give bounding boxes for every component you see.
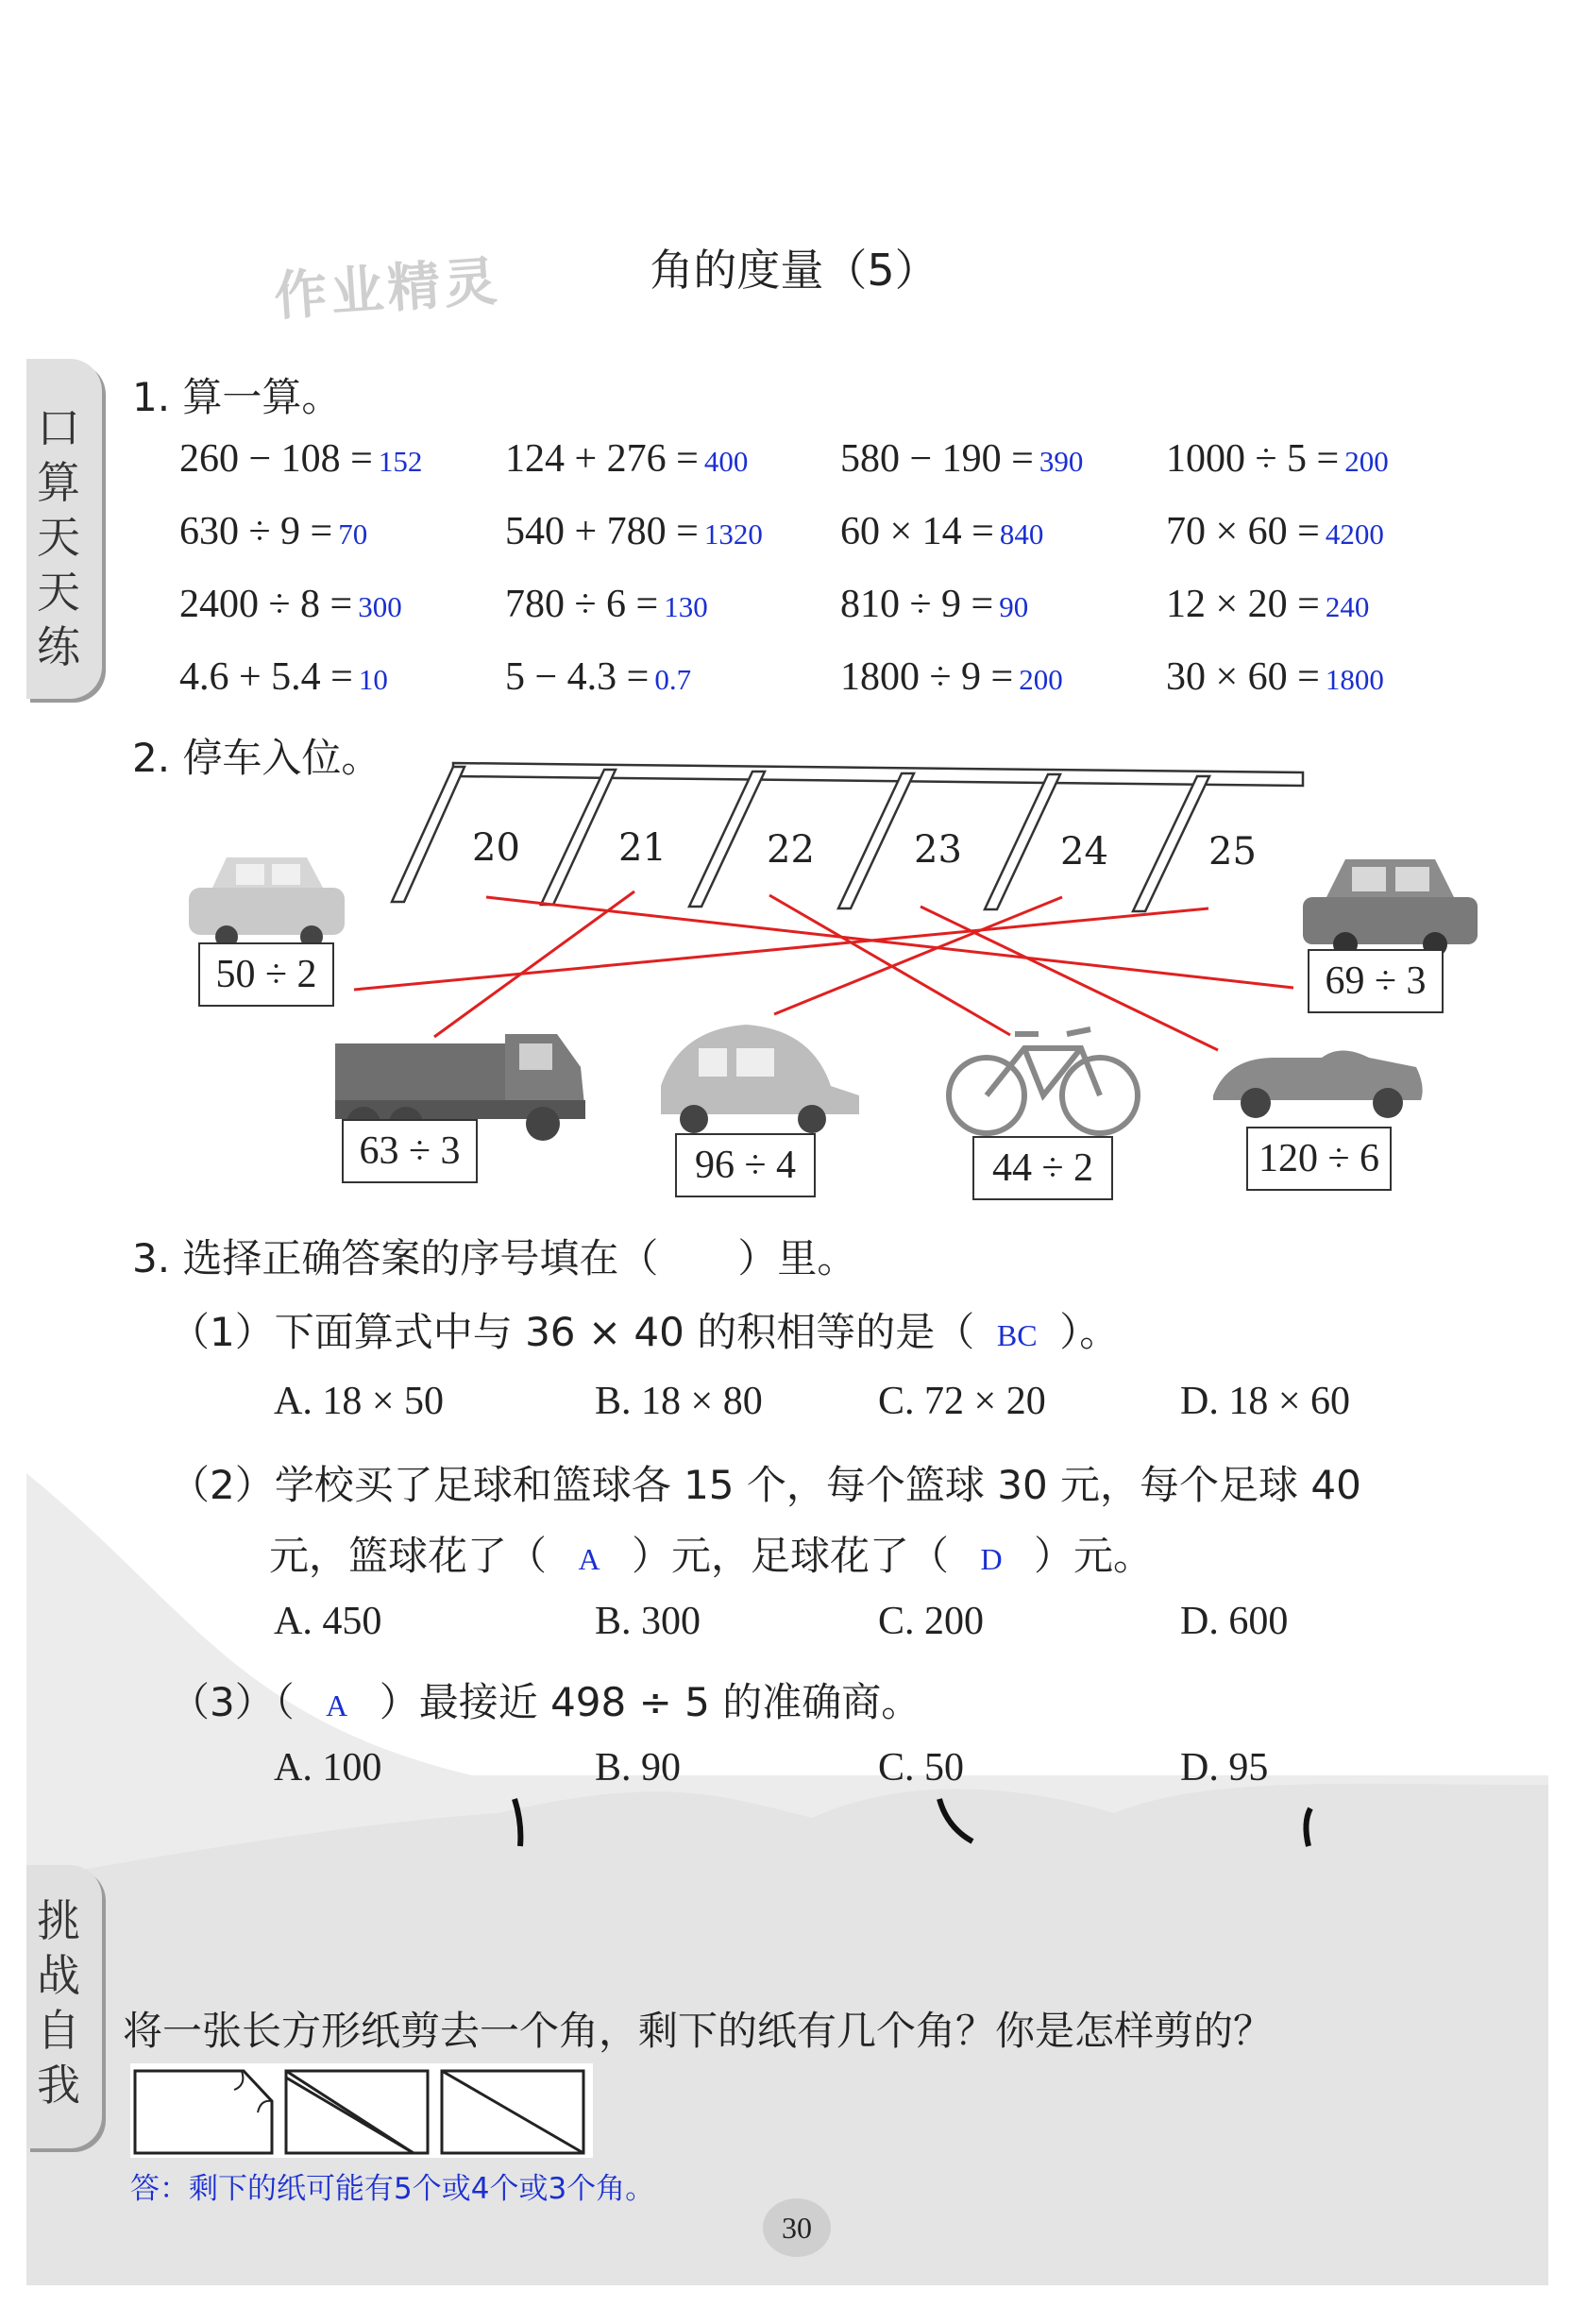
q1-expression: 810 ÷ 9 = [840,583,994,626]
car-icon [661,1025,859,1133]
q3-p3-text: （3）（ [170,1679,295,1725]
car-icon [189,857,345,948]
q3-p2-answer1: A [578,1542,600,1576]
space-label: 22 [767,828,815,872]
q3-p3-option: D. 95 [1180,1746,1269,1790]
q1-heading: 1. 算一算。 [132,374,342,420]
watermark: 作业精灵 [272,250,503,329]
q1-expression: 5 − 4.3 = [505,655,650,699]
q1-expression: 780 ÷ 6 = [505,583,659,626]
q3-p3-option: C. 50 [878,1746,965,1790]
page-number: 30 [782,2211,812,2245]
q3-p1-option: D. 18 × 60 [1180,1380,1351,1423]
q1-expression: 540 + 780 = [505,510,699,553]
q1-answer: 70 [338,517,368,551]
q3-p1 [170,1301,1119,1358]
q1-answer: 1320 [703,517,763,551]
q3-p1-option: A. 18 × 50 [274,1380,445,1423]
q1-answer: 400 [703,445,749,478]
space-label: 21 [618,826,667,870]
q3-p2-line1: （2）学校买了足球和篮球各 15 个，每个篮球 30 元，每个足球 40 [170,1462,1361,1508]
q1-answer: 152 [378,445,423,478]
q3-p2-option: D. 600 [1180,1600,1289,1643]
q3-p1-answer: BC [996,1318,1038,1352]
q1-answer: 240 [1325,590,1370,623]
vehicle-expression: 96 ÷ 4 [675,1133,816,1197]
q3-p3 [170,1671,921,1728]
q3-heading: 3. 选择正确答案的序号填在（ ）里。 [132,1235,857,1281]
bicycle-icon [949,1029,1138,1133]
q1-answer: 1800 [1325,663,1384,696]
space-label: 23 [914,828,962,872]
q3-p1-text: （1）下面算式中与 36 × 40 的积相等的是（ [170,1309,975,1355]
q3-p2-line2 [269,1525,1153,1582]
vehicle-expression: 44 ÷ 2 [972,1136,1113,1200]
side-tab-text: 口 算 天 天 练 [37,402,80,672]
q1-expression: 60 × 14 = [840,510,994,553]
q1-answer: 0.7 [654,663,692,696]
q3-p1-option: C. 72 × 20 [878,1380,1046,1423]
car-icon [1303,859,1478,957]
space-label: 20 [472,826,520,870]
q1-expression: 1000 ÷ 5 = [1166,437,1340,481]
q3-p2-option: B. 300 [595,1600,701,1643]
q1-answer: 200 [1019,663,1063,696]
q3-p3-option: A. 100 [274,1746,382,1790]
challenge-question: 将一张长方形纸剪去一个角，剩下的纸有几个角？你是怎样剪的？ [123,2008,1274,2054]
q1-expression: 630 ÷ 9 = [179,510,333,553]
challenge-answer: 答：剩下的纸可能有5个或4个或3个角。 [130,2172,655,2206]
q1-answer: 200 [1344,445,1389,478]
q1-answer: 4200 [1325,517,1384,551]
q3-p2-answer2: D [980,1542,1003,1576]
q1-answer: 300 [358,590,402,623]
q1-answer: 90 [999,590,1029,623]
q3-p2-text: ）元。 [1034,1533,1154,1579]
q3-p2-option: A. 450 [274,1600,382,1643]
vehicle-expression: 120 ÷ 6 [1246,1127,1392,1191]
q3-p3-option: B. 90 [595,1746,682,1790]
q1-expression: 70 × 60 = [1166,510,1320,553]
q3-p1-option: B. 18 × 80 [595,1380,763,1423]
q1-answer: 390 [1039,445,1084,478]
vehicle-expression: 63 ÷ 3 [342,1119,478,1183]
q3-p3-answer: A [326,1688,348,1722]
q2-heading: 2. 停车入位。 [132,735,381,781]
cut-diagrams [130,2063,593,2158]
vehicle-expression: 69 ÷ 3 [1308,949,1444,1013]
page-number-badge [763,2198,831,2257]
q1-expression: 1800 ÷ 9 = [840,655,1014,699]
space-label: 25 [1208,830,1257,874]
q3-p2-option: C. 200 [878,1600,985,1643]
q3-p2-text: ）元，足球花了（ [632,1533,950,1579]
q1-expression: 30 × 60 = [1166,655,1320,699]
side-tab-text: 挑 战 自 我 [37,1895,80,2111]
q1-expression: 260 − 108 = [179,437,373,481]
q3-p1-text: ）。 [1059,1309,1120,1355]
vehicle-expression: 50 ÷ 2 [198,942,334,1007]
q1-expression: 580 − 190 = [840,437,1034,481]
q1-expression: 2400 ÷ 8 = [179,583,353,626]
q3-p2-text: 元，篮球花了（ [269,1533,548,1579]
space-label: 24 [1060,830,1108,874]
q1-expression: 124 + 276 = [505,437,699,481]
q1-answer: 10 [358,663,388,696]
q3-p3-text: ）最接近 498 ÷ 5 的准确商。 [379,1679,921,1725]
car-icon [1213,1051,1423,1119]
q1-answer: 840 [999,517,1044,551]
page-title: 角的度量（5） [650,245,938,296]
q1-expression: 4.6 + 5.4 = [179,655,353,699]
q1-expression: 12 × 20 = [1166,583,1320,626]
q1-answer: 130 [664,590,708,623]
